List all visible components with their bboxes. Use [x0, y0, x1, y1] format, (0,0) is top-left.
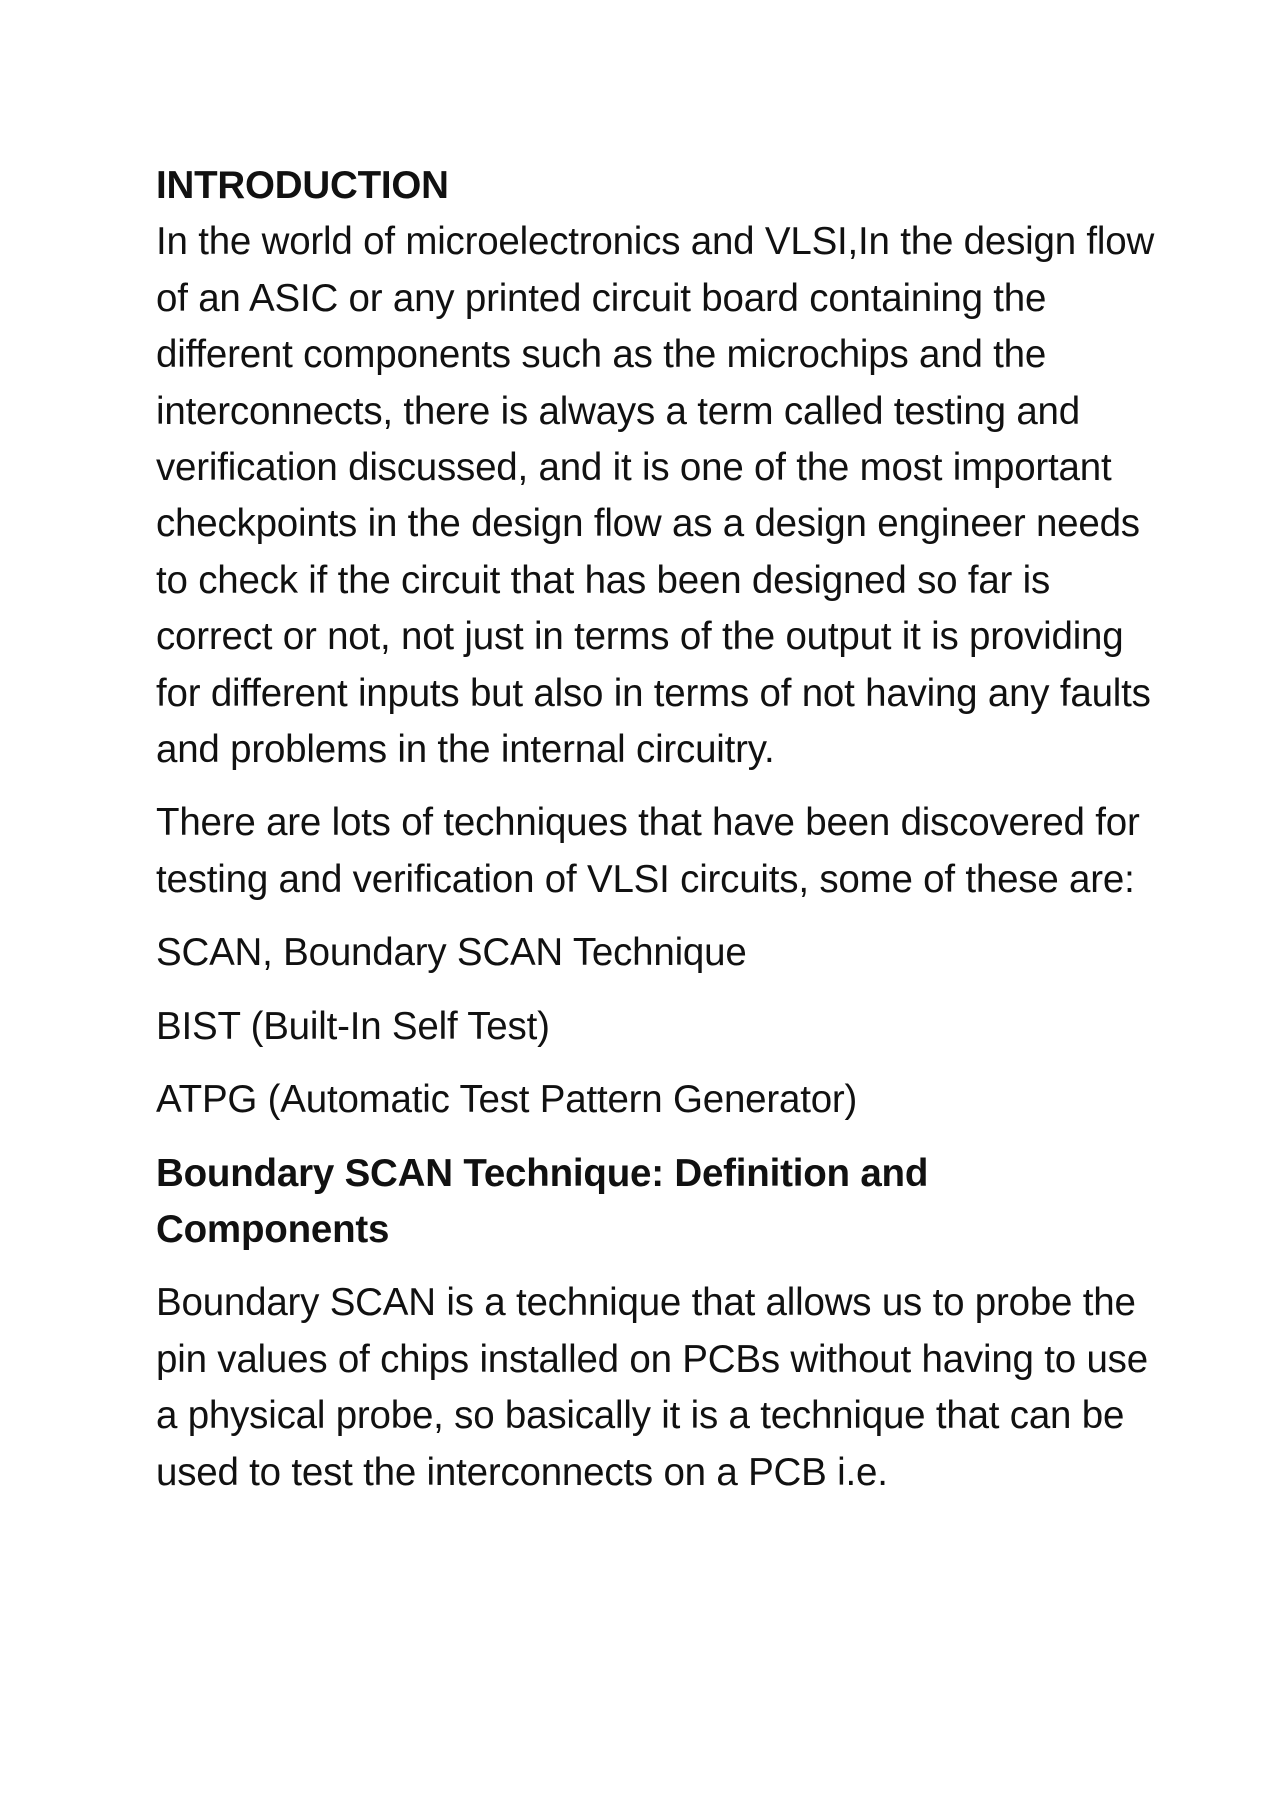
technique-item-atpg: ATPG (Automatic Test Pattern Generator)	[156, 1078, 858, 1122]
boundary-scan-heading: Boundary SCAN Technique: Definition and Components	[156, 1151, 929, 1251]
intro-paragraph: In the world of microelectronics and VLSI,In the design flow of an ASIC or any printed circuit board containing the different components such as the microchips and the interconnects, there is always a term called testing and verification discussed, and it is one of the most important checkpoints in the design flow as a design engineer needs to check if the circuit that has been designed so far is correct or not, not just in terms of the output it is providing for different inputs but also in terms of not having any faults and problems in the internal circuitry.	[156, 220, 1155, 772]
document-page	[156, 158, 1156, 1501]
intro-heading: INTRODUCTION	[156, 164, 449, 207]
techniques-paragraph: There are lots of techniques that have been discovered for testing and verification of VLSI circuits, some of these are:	[156, 801, 1140, 901]
technique-item-scan: SCAN, Boundary SCAN Technique	[156, 931, 747, 975]
technique-item-bist: BIST (Built-In Self Test)	[156, 1004, 550, 1048]
boundary-scan-paragraph: Boundary SCAN is a technique that allows us to probe the pin values of chips installed on PCBs without having to use a physical probe, so basically it is a technique that can be used to test the interconnects on a PCB i.e.	[156, 1281, 1148, 1494]
